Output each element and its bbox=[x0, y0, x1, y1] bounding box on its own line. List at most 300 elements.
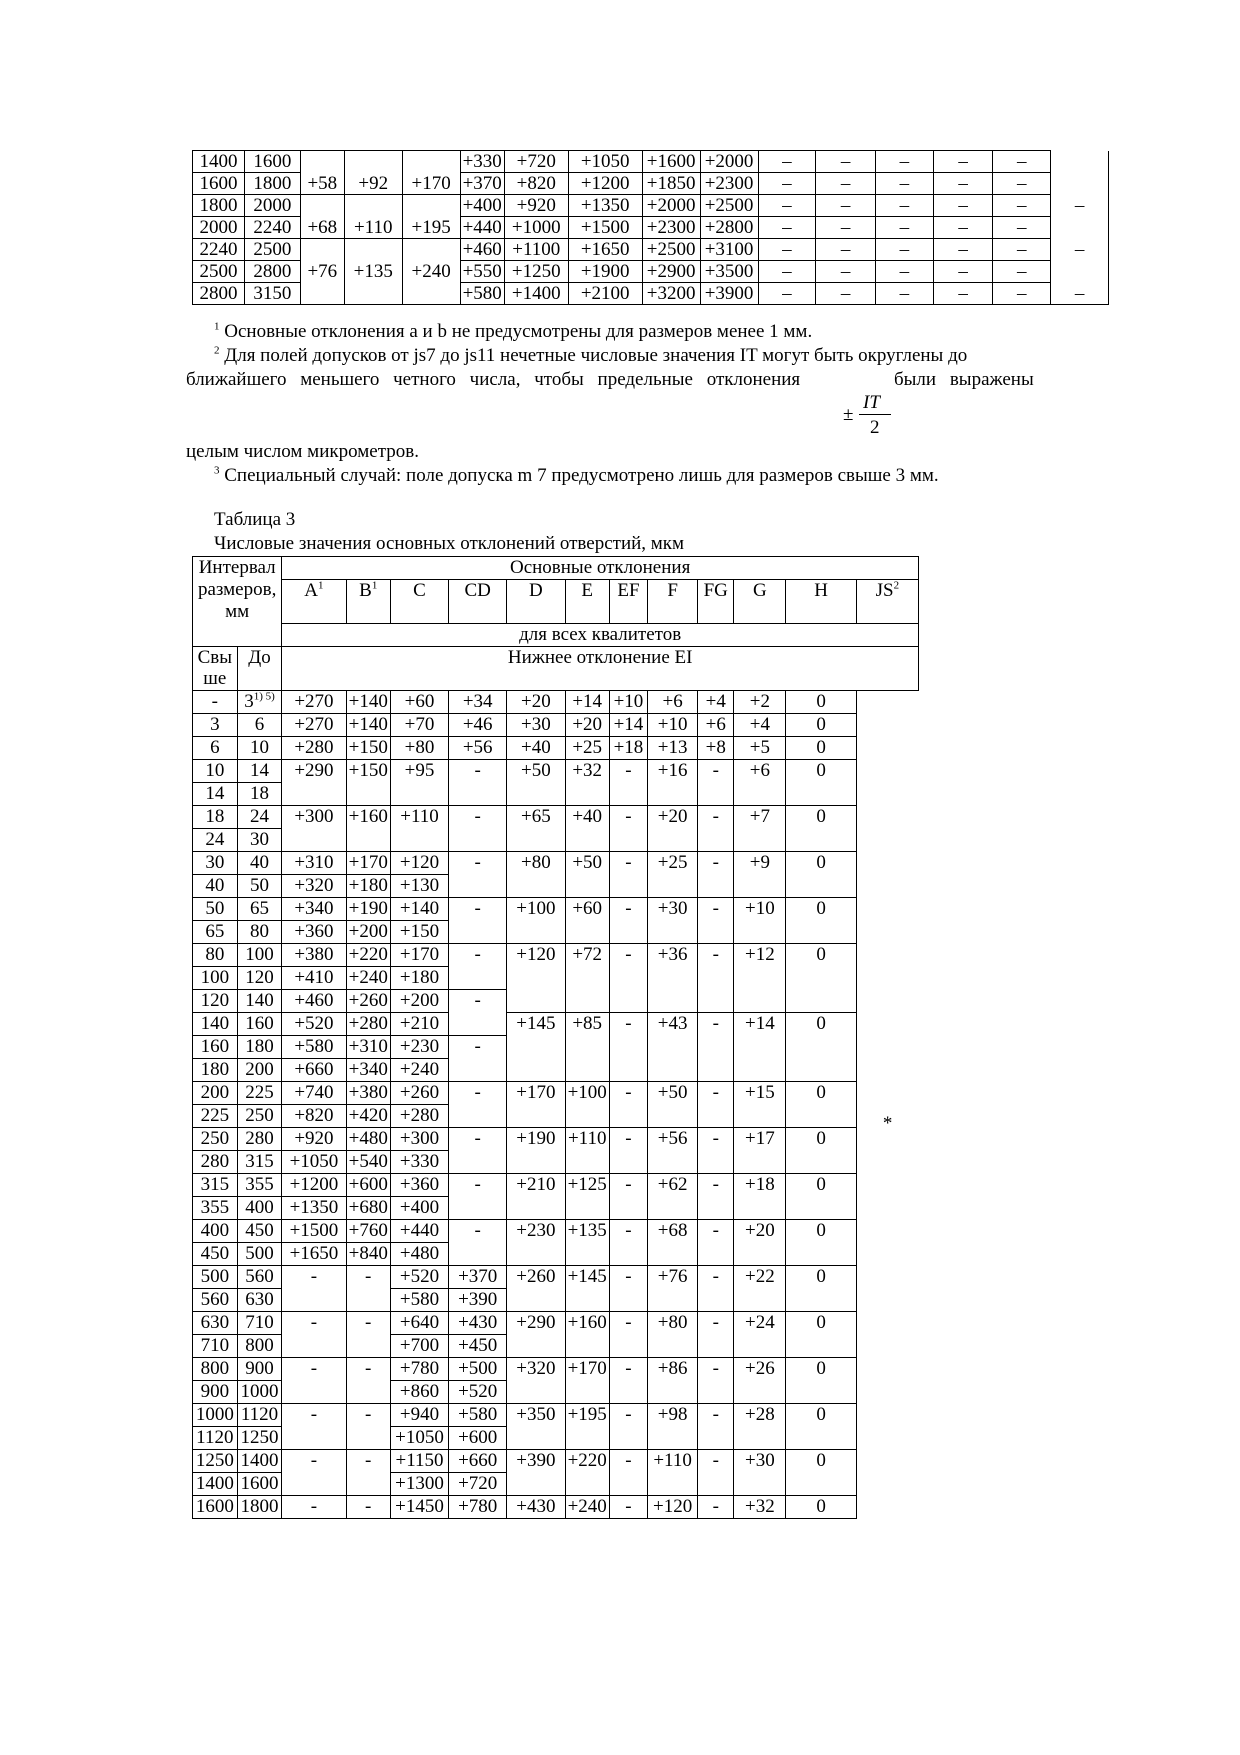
table-row bbox=[193, 1427, 919, 1450]
to-cell: 315 bbox=[237, 1151, 282, 1174]
value-cell-b: +200 bbox=[346, 921, 390, 944]
footnote-2-line-1: $^2$ Для полей допусков от js7 до js11 нечетные числовые значения IT могут быть округлены до bbox=[214, 344, 968, 366]
hole-deviation-table bbox=[192, 556, 919, 1519]
over-cell: 315 bbox=[193, 1174, 238, 1197]
to-cell: 1400 bbox=[237, 1450, 282, 1473]
value-cell-e bbox=[565, 1243, 609, 1266]
value-cell-h: 0 bbox=[786, 1220, 856, 1243]
value-cell-fg bbox=[698, 990, 734, 1013]
value-cell-h: 0 bbox=[786, 1174, 856, 1197]
value-cell-c: +120 bbox=[390, 852, 448, 875]
value-cell-c: +300 bbox=[390, 1128, 448, 1151]
value-cell-a: - bbox=[282, 1404, 346, 1427]
value-cell-b bbox=[346, 783, 390, 806]
value-cell-cd: +56 bbox=[449, 737, 507, 760]
to-cell: 24 bbox=[237, 806, 282, 829]
value-cell-g: +4 bbox=[734, 714, 786, 737]
table-cell: +170 bbox=[402, 173, 460, 195]
value-cell-c: +180 bbox=[390, 967, 448, 990]
value-cell-d bbox=[507, 1036, 565, 1059]
value-cell-d bbox=[507, 1105, 565, 1128]
value-cell-d: +320 bbox=[507, 1358, 565, 1381]
value-cell-fg: +4 bbox=[698, 691, 734, 714]
value-cell-h: 0 bbox=[786, 737, 856, 760]
value-cell-fg: - bbox=[698, 1128, 734, 1151]
value-cell-g bbox=[734, 1036, 786, 1059]
table-cell: – bbox=[875, 173, 933, 195]
table-cell: +3900 bbox=[700, 283, 758, 305]
column-header-h: H bbox=[786, 580, 856, 624]
value-cell-fg bbox=[698, 1059, 734, 1082]
table-cell: 2800 bbox=[244, 261, 300, 283]
table-cell: +1250 bbox=[504, 261, 568, 283]
table-cell: – bbox=[816, 195, 876, 217]
value-cell-f: +13 bbox=[648, 737, 698, 760]
value-cell-f bbox=[648, 1036, 698, 1059]
table-cell: +1200 bbox=[568, 173, 642, 195]
value-cell-cd: +600 bbox=[449, 1427, 507, 1450]
value-cell-d bbox=[507, 990, 565, 1013]
table-cell: +1900 bbox=[568, 261, 642, 283]
value-cell-a: - bbox=[282, 1450, 346, 1473]
table-cell bbox=[344, 283, 402, 305]
to-cell: 180 bbox=[237, 1036, 282, 1059]
table-cell: +460 bbox=[460, 239, 504, 261]
value-cell-fg bbox=[698, 1151, 734, 1174]
table-cell: +3100 bbox=[700, 239, 758, 261]
value-cell-h: 0 bbox=[786, 1013, 856, 1036]
table-cell: +920 bbox=[504, 195, 568, 217]
value-cell-b: +240 bbox=[346, 967, 390, 990]
value-cell-h: 0 bbox=[786, 1128, 856, 1151]
value-cell-fg: - bbox=[698, 760, 734, 783]
value-cell-d: +350 bbox=[507, 1404, 565, 1427]
value-cell-d bbox=[507, 1151, 565, 1174]
column-header-e: E bbox=[565, 580, 609, 624]
value-cell-c: +860 bbox=[390, 1381, 448, 1404]
value-cell-cd: +46 bbox=[449, 714, 507, 737]
table-cell: 2000 bbox=[193, 217, 245, 239]
table-cell bbox=[300, 283, 344, 305]
table-cell bbox=[402, 283, 460, 305]
value-cell-ef bbox=[609, 967, 647, 990]
value-cell-g: +22 bbox=[734, 1266, 786, 1289]
value-cell-c: +60 bbox=[390, 691, 448, 714]
value-cell-f: +110 bbox=[648, 1450, 698, 1473]
value-cell-d bbox=[507, 1289, 565, 1312]
value-cell-cd: - bbox=[449, 1036, 507, 1059]
table-cell: +1500 bbox=[568, 217, 642, 239]
value-cell-a: +1200 bbox=[282, 1174, 346, 1197]
value-cell-a: +320 bbox=[282, 875, 346, 898]
value-cell-fg: - bbox=[698, 1496, 734, 1519]
table-cell: +1000 bbox=[504, 217, 568, 239]
table-row bbox=[193, 173, 1109, 195]
table-cell: 1800 bbox=[244, 173, 300, 195]
table-row bbox=[193, 1151, 919, 1174]
value-cell-h: 0 bbox=[786, 1496, 856, 1519]
value-cell-cd: +450 bbox=[449, 1335, 507, 1358]
table-cell: +2500 bbox=[700, 195, 758, 217]
value-cell-a bbox=[282, 1289, 346, 1312]
value-cell-f bbox=[648, 783, 698, 806]
table-cell: +135 bbox=[344, 261, 402, 283]
table-cell: +1600 bbox=[642, 151, 700, 173]
value-cell-fg bbox=[698, 1473, 734, 1496]
to-cell: 14 bbox=[237, 760, 282, 783]
value-cell-d: +170 bbox=[507, 1082, 565, 1105]
value-cell-g bbox=[734, 1335, 786, 1358]
value-cell-fg: - bbox=[698, 1013, 734, 1036]
table-row bbox=[193, 1312, 919, 1335]
value-cell-d: +430 bbox=[507, 1496, 565, 1519]
value-cell-e bbox=[565, 783, 609, 806]
value-cell-f bbox=[648, 1243, 698, 1266]
over-cell: 630 bbox=[193, 1312, 238, 1335]
value-cell-b: +480 bbox=[346, 1128, 390, 1151]
table-row bbox=[193, 151, 1109, 173]
to-cell: 450 bbox=[237, 1220, 282, 1243]
over-cell: 180 bbox=[193, 1059, 238, 1082]
value-cell-e: +195 bbox=[565, 1404, 609, 1427]
table-cell bbox=[402, 239, 460, 261]
table-cell: – bbox=[933, 239, 993, 261]
value-cell-h bbox=[786, 829, 856, 852]
value-cell-e: +25 bbox=[565, 737, 609, 760]
value-cell-a: +310 bbox=[282, 852, 346, 875]
table-cell: – bbox=[816, 151, 876, 173]
value-cell-d bbox=[507, 1059, 565, 1082]
value-cell-h: 0 bbox=[786, 1312, 856, 1335]
value-cell-a: +270 bbox=[282, 714, 346, 737]
value-cell-e: +170 bbox=[565, 1358, 609, 1381]
value-cell-f: +120 bbox=[648, 1496, 698, 1519]
value-cell-b bbox=[346, 1289, 390, 1312]
value-cell-c: +1450 bbox=[390, 1496, 448, 1519]
table-cell: +110 bbox=[344, 217, 402, 239]
value-cell-a: +740 bbox=[282, 1082, 346, 1105]
table-cell: 2500 bbox=[244, 239, 300, 261]
value-cell-h: 0 bbox=[786, 760, 856, 783]
table-cell: +2900 bbox=[642, 261, 700, 283]
value-cell-a: +360 bbox=[282, 921, 346, 944]
value-cell-f: +68 bbox=[648, 1220, 698, 1243]
to-cell: 500 bbox=[237, 1243, 282, 1266]
value-cell-cd bbox=[449, 783, 507, 806]
value-cell-fg bbox=[698, 1197, 734, 1220]
value-cell-c: +440 bbox=[390, 1220, 448, 1243]
value-cell-f: +76 bbox=[648, 1266, 698, 1289]
value-cell-cd: - bbox=[449, 806, 507, 829]
table-row bbox=[193, 1059, 919, 1082]
value-cell-cd: +720 bbox=[449, 1473, 507, 1496]
to-cell: 355 bbox=[237, 1174, 282, 1197]
value-cell-f: +20 bbox=[648, 806, 698, 829]
table-cell: – bbox=[1051, 283, 1109, 305]
value-cell-ef: - bbox=[609, 806, 647, 829]
table-row bbox=[193, 1036, 919, 1059]
to-cell: 250 bbox=[237, 1105, 282, 1128]
value-cell-g bbox=[734, 1381, 786, 1404]
value-cell-g: +30 bbox=[734, 1450, 786, 1473]
over-cell: 1120 bbox=[193, 1427, 238, 1450]
over-cell: 900 bbox=[193, 1381, 238, 1404]
value-cell-cd: - bbox=[449, 944, 507, 967]
value-cell-g bbox=[734, 1059, 786, 1082]
to-cell: 1250 bbox=[237, 1427, 282, 1450]
table-cell: +2300 bbox=[700, 173, 758, 195]
value-cell-e bbox=[565, 1197, 609, 1220]
table-cell: +68 bbox=[300, 217, 344, 239]
value-cell-a: +270 bbox=[282, 691, 346, 714]
value-cell-d bbox=[507, 875, 565, 898]
table-cell: – bbox=[875, 151, 933, 173]
value-cell-f bbox=[648, 1151, 698, 1174]
value-cell-cd: - bbox=[449, 1128, 507, 1151]
value-cell-cd: +580 bbox=[449, 1404, 507, 1427]
value-cell-cd: +430 bbox=[449, 1312, 507, 1335]
value-cell-cd bbox=[449, 921, 507, 944]
value-cell-b: +540 bbox=[346, 1151, 390, 1174]
over-cell: 250 bbox=[193, 1128, 238, 1151]
value-cell-b: +280 bbox=[346, 1013, 390, 1036]
value-cell-h bbox=[786, 1059, 856, 1082]
value-cell-c: +330 bbox=[390, 1151, 448, 1174]
table-cell: +1100 bbox=[504, 239, 568, 261]
value-cell-f: +80 bbox=[648, 1312, 698, 1335]
value-cell-ef: +18 bbox=[609, 737, 647, 760]
table-cell: +330 bbox=[460, 151, 504, 173]
all-grades-header: для всех квалитетов bbox=[282, 624, 919, 647]
value-cell-f bbox=[648, 1381, 698, 1404]
table-row bbox=[193, 239, 1109, 261]
column-header-fg: FG bbox=[698, 580, 734, 624]
value-cell-d bbox=[507, 1427, 565, 1450]
value-cell-h: 0 bbox=[786, 852, 856, 875]
value-cell-d: +190 bbox=[507, 1128, 565, 1151]
footnote-1: $^1$ Основные отклонения a и b не предусмотрены для размеров менее 1 мм. bbox=[214, 320, 813, 342]
value-cell-b: - bbox=[346, 1312, 390, 1335]
value-cell-b: +220 bbox=[346, 944, 390, 967]
value-cell-e bbox=[565, 1335, 609, 1358]
to-cell: 280 bbox=[237, 1128, 282, 1151]
table-cell: – bbox=[816, 261, 876, 283]
value-cell-fg: - bbox=[698, 1312, 734, 1335]
table-row bbox=[193, 1381, 919, 1404]
value-cell-h: 0 bbox=[786, 691, 856, 714]
to-cell: $3^{1) 5)}$ bbox=[237, 691, 282, 714]
js-column: * bbox=[856, 691, 918, 1519]
over-cell: 65 bbox=[193, 921, 238, 944]
value-cell-cd: - bbox=[449, 852, 507, 875]
table-row bbox=[193, 967, 919, 990]
table-row bbox=[193, 875, 919, 898]
value-cell-g: +14 bbox=[734, 1013, 786, 1036]
table-cell: – bbox=[933, 195, 993, 217]
value-cell-c bbox=[390, 829, 448, 852]
value-cell-f: +30 bbox=[648, 898, 698, 921]
value-cell-fg bbox=[698, 921, 734, 944]
table-cell: 2240 bbox=[193, 239, 245, 261]
table-cell: +1350 bbox=[568, 195, 642, 217]
to-cell: 40 bbox=[237, 852, 282, 875]
value-cell-cd: +370 bbox=[449, 1266, 507, 1289]
to-cell: 18 bbox=[237, 783, 282, 806]
table-cell: – bbox=[758, 261, 816, 283]
value-cell-f bbox=[648, 1289, 698, 1312]
value-cell-ef: - bbox=[609, 1312, 647, 1335]
value-cell-g: +20 bbox=[734, 1220, 786, 1243]
table-cell: +400 bbox=[460, 195, 504, 217]
value-cell-ef bbox=[609, 990, 647, 1013]
table-row bbox=[193, 217, 1109, 239]
value-cell-ef bbox=[609, 1289, 647, 1312]
value-cell-e: +40 bbox=[565, 806, 609, 829]
table-cell: 1600 bbox=[193, 173, 245, 195]
value-cell-d bbox=[507, 829, 565, 852]
value-cell-c: +150 bbox=[390, 921, 448, 944]
value-cell-cd: - bbox=[449, 1174, 507, 1197]
value-cell-d bbox=[507, 967, 565, 990]
value-cell-d: +210 bbox=[507, 1174, 565, 1197]
value-cell-ef bbox=[609, 1036, 647, 1059]
value-cell-d: +65 bbox=[507, 806, 565, 829]
value-cell-a: +1050 bbox=[282, 1151, 346, 1174]
value-cell-ef bbox=[609, 1381, 647, 1404]
over-cell: 355 bbox=[193, 1197, 238, 1220]
value-cell-d: +30 bbox=[507, 714, 565, 737]
over-cell: 140 bbox=[193, 1013, 238, 1036]
column-header-d: D bbox=[507, 580, 565, 624]
table-cell: – bbox=[933, 173, 993, 195]
table-cell bbox=[1051, 151, 1109, 173]
value-cell-ef: - bbox=[609, 852, 647, 875]
value-cell-e: +135 bbox=[565, 1220, 609, 1243]
value-cell-fg: - bbox=[698, 1404, 734, 1427]
value-cell-b: +380 bbox=[346, 1082, 390, 1105]
value-cell-a: +290 bbox=[282, 760, 346, 783]
table-cell: +2100 bbox=[568, 283, 642, 305]
value-cell-h bbox=[786, 921, 856, 944]
value-cell-f bbox=[648, 1473, 698, 1496]
value-cell-fg: - bbox=[698, 1220, 734, 1243]
value-cell-fg bbox=[698, 1105, 734, 1128]
value-cell-e bbox=[565, 829, 609, 852]
value-cell-h bbox=[786, 990, 856, 1013]
value-cell-e: +160 bbox=[565, 1312, 609, 1335]
value-cell-cd: - bbox=[449, 1220, 507, 1243]
over-cell: 450 bbox=[193, 1243, 238, 1266]
value-cell-c: +130 bbox=[390, 875, 448, 898]
over-cell: 160 bbox=[193, 1036, 238, 1059]
value-cell-c: +360 bbox=[390, 1174, 448, 1197]
to-cell: 100 bbox=[237, 944, 282, 967]
value-cell-ef bbox=[609, 1473, 647, 1496]
value-cell-h bbox=[786, 1427, 856, 1450]
value-cell-c: +700 bbox=[390, 1335, 448, 1358]
table-cell: 3150 bbox=[244, 283, 300, 305]
value-cell-h: 0 bbox=[786, 714, 856, 737]
value-cell-ef bbox=[609, 1151, 647, 1174]
column-header-ef: EF bbox=[609, 580, 647, 624]
value-cell-h bbox=[786, 1151, 856, 1174]
value-cell-g bbox=[734, 829, 786, 852]
over-cell: 400 bbox=[193, 1220, 238, 1243]
value-cell-h bbox=[786, 1473, 856, 1496]
over-cell: 100 bbox=[193, 967, 238, 990]
value-cell-e bbox=[565, 1151, 609, 1174]
table-cell: – bbox=[758, 151, 816, 173]
table-cell bbox=[402, 195, 460, 217]
value-cell-c bbox=[390, 783, 448, 806]
value-cell-b: - bbox=[346, 1496, 390, 1519]
value-cell-f: +10 bbox=[648, 714, 698, 737]
value-cell-h: 0 bbox=[786, 944, 856, 967]
table-cell: +2500 bbox=[642, 239, 700, 261]
value-cell-f bbox=[648, 829, 698, 852]
table-cell bbox=[1051, 261, 1109, 283]
table-cell: +1400 bbox=[504, 283, 568, 305]
value-cell-f: +36 bbox=[648, 944, 698, 967]
value-cell-f: +16 bbox=[648, 760, 698, 783]
to-cell: 710 bbox=[237, 1312, 282, 1335]
value-cell-e: +220 bbox=[565, 1450, 609, 1473]
value-cell-c: +95 bbox=[390, 760, 448, 783]
value-cell-ef bbox=[609, 1197, 647, 1220]
value-cell-ef bbox=[609, 783, 647, 806]
value-cell-fg bbox=[698, 1381, 734, 1404]
value-cell-cd: +780 bbox=[449, 1496, 507, 1519]
value-cell-fg bbox=[698, 783, 734, 806]
value-cell-f bbox=[648, 967, 698, 990]
value-cell-fg bbox=[698, 1427, 734, 1450]
value-cell-b: +310 bbox=[346, 1036, 390, 1059]
value-cell-e: +240 bbox=[565, 1496, 609, 1519]
value-cell-f: +56 bbox=[648, 1128, 698, 1151]
to-cell: 900 bbox=[237, 1358, 282, 1381]
value-cell-h: 0 bbox=[786, 898, 856, 921]
value-cell-a: - bbox=[282, 1496, 346, 1519]
value-cell-e: +125 bbox=[565, 1174, 609, 1197]
value-cell-h bbox=[786, 1243, 856, 1266]
table-row bbox=[193, 1473, 919, 1496]
value-cell-b: +140 bbox=[346, 714, 390, 737]
value-cell-b: +340 bbox=[346, 1059, 390, 1082]
table-cell: – bbox=[993, 261, 1051, 283]
table-cell: – bbox=[993, 195, 1051, 217]
value-cell-e: +50 bbox=[565, 852, 609, 875]
value-cell-d: +260 bbox=[507, 1266, 565, 1289]
value-cell-cd: +520 bbox=[449, 1381, 507, 1404]
value-cell-f: +25 bbox=[648, 852, 698, 875]
value-cell-g: +12 bbox=[734, 944, 786, 967]
table-row bbox=[193, 829, 919, 852]
value-cell-g bbox=[734, 1243, 786, 1266]
column-header-a: $A^1$ bbox=[282, 580, 346, 624]
shaft-deviation-table-continuation bbox=[192, 150, 1109, 305]
table-cell bbox=[1051, 173, 1109, 195]
value-cell-f: +43 bbox=[648, 1013, 698, 1036]
value-cell-e: +100 bbox=[565, 1082, 609, 1105]
value-cell-b: +190 bbox=[346, 898, 390, 921]
value-cell-b bbox=[346, 1335, 390, 1358]
value-cell-b: +160 bbox=[346, 806, 390, 829]
table-row bbox=[193, 1266, 919, 1289]
value-cell-b: +600 bbox=[346, 1174, 390, 1197]
value-cell-fg: - bbox=[698, 852, 734, 875]
value-cell-h bbox=[786, 1335, 856, 1358]
value-cell-b bbox=[346, 1381, 390, 1404]
